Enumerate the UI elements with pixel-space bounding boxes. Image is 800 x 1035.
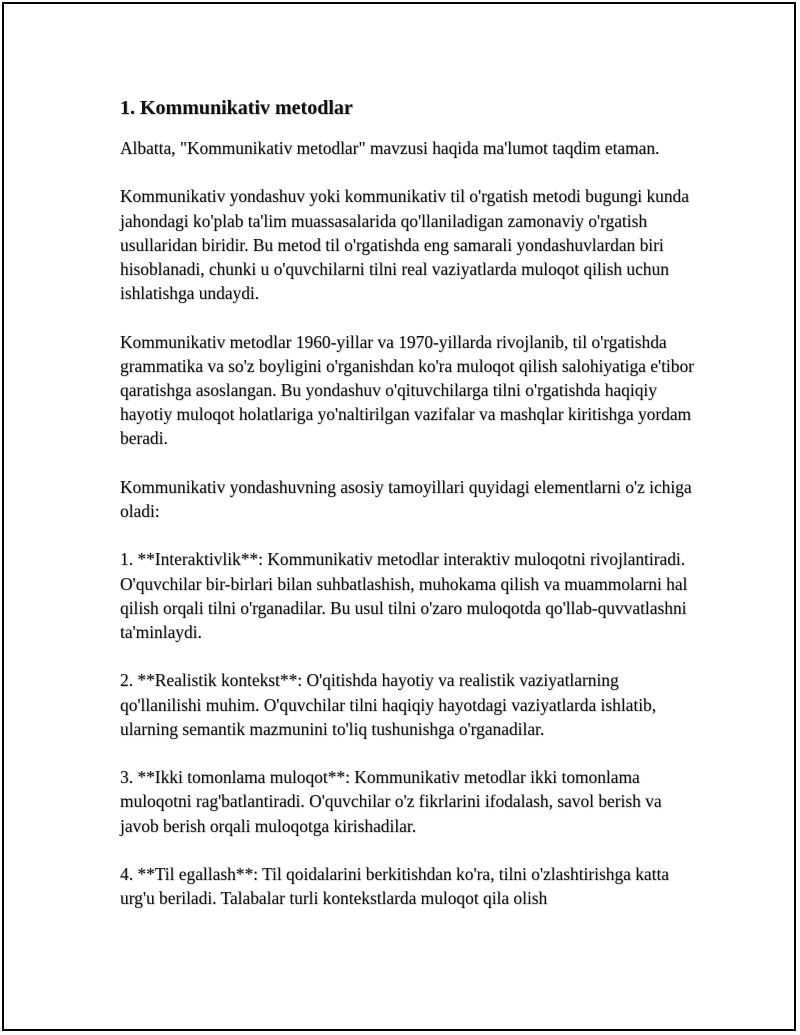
list-item-interactivity: 1. **Interaktivlik**: Kommunikativ metodlar interaktiv muloqotni rivojlantiradi. O'quvchilar bir-birlari bilan suhbatlashish, muhokama qilish va muammolarni hal qilish orqali tilni o'rganadilar. Bu usul tilni o'zaro muloqotda qo'llab-quvvatlashni ta'minlaydi. [120,549,688,642]
document-body [120,94,700,935]
paragraph-history: Kommunikativ metodlar 1960-yillar va 1970-yillarda rivojlanib, til o'rgatishda grammatika va so'z boyligini o'rganishdan ko'ra muloqot qilish salohiyatiga e'tibor qaratishga asoslangan. Bu yondashuv o'qituvchilarga tilni o'rgatishda haqiqiy hayotiy muloqot holatlariga yo'naltirilgan vazifalar va mashqlar kiritishga yordam beradi. [120,331,694,449]
list-item-two-way-communication: 3. **Ikki tomonlama muloqot**: Kommunikativ metodlar ikki tomonlama muloqotni rag'batlantiradi. O'quvchilar o'z fikrlarini ifodalash, savol berish va javob berish orqali muloqotga kirishadilar. [120,767,662,836]
list-item-realistic-context: 2. **Realistik kontekst**: O'qitishda hayotiy va realistik vaziyatlarning qo'llanilishi muhim. O'quvchilar tilni haqiqiy hayotdagi vaziyatlarda ishlatib, ularning semantik mazmunini to'liq tushunishga o'rganadilar. [120,670,657,739]
list-item-language-acquisition: 4. **Til egallash**: Til qoidalarini berkitishdan ko'ra, tilni o'zlashtirishga katta urg'u beriladi. Talabalar turli kontekstlarda muloqot qila olish [120,863,670,909]
paragraph-approach: Kommunikativ yondashuv yoki kommunikativ til o'rgatish metodi bugungi kunda jahondagi ko'plab ta'lim muassasalarida qo'llaniladigan zamonaviy o'rgatish usullaridan biridir. Bu metod til o'rgatishda eng samarali yondashuvlardan biri hisoblanadi, chunki u o'quvchilarni tilni real vaziyatlarda muloqot qilish uchun ishlatishga undaydi. [120,186,689,304]
intro-paragraph: Albatta, "Kommunikativ metodlar" mavzusi haqida ma'lumot taqdim etaman. [120,138,660,158]
section-heading: 1. Kommunikativ metodlar [120,97,353,119]
document-page [2,2,796,1031]
paragraph-principles-intro: Kommunikativ yondashuvning asosiy tamoyillari quyidagi elementlarni o'z ichiga oladi: [120,476,692,521]
